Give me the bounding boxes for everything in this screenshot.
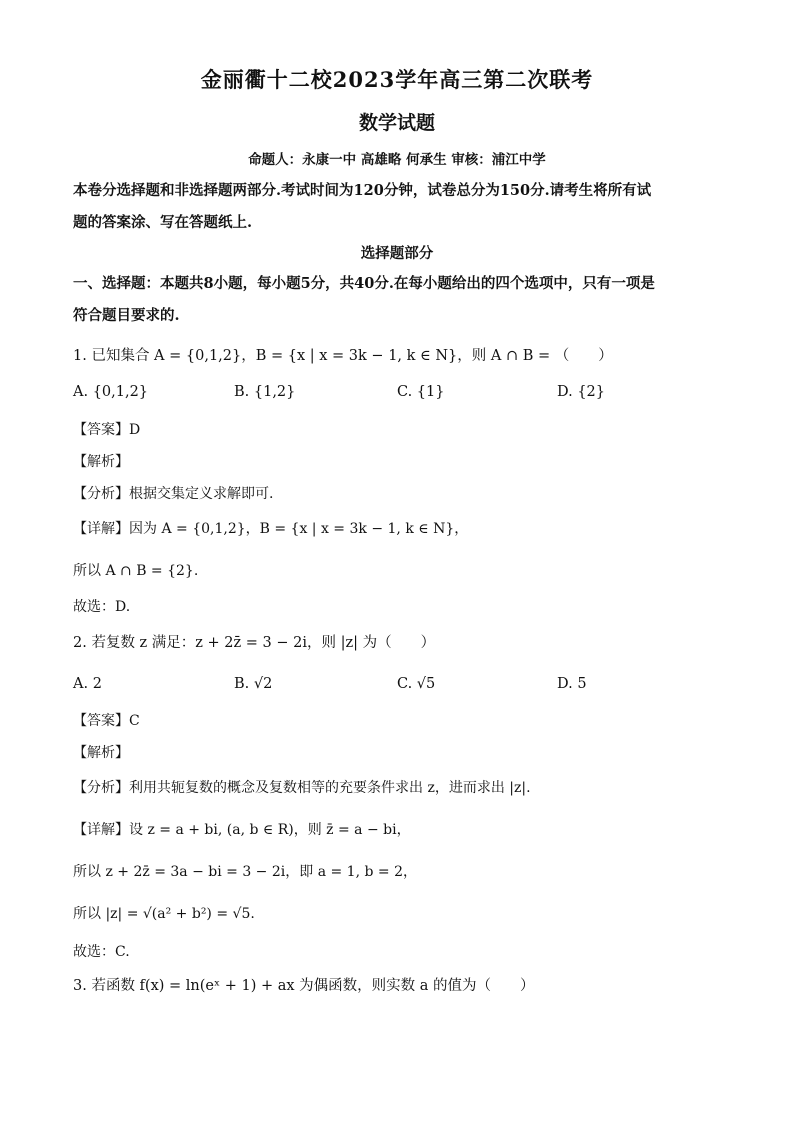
authors-line: 命题人：永康一中 高雄略 何承生 审核：浦江中学 <box>248 152 546 168</box>
q2-answer: 【答案】C <box>73 713 140 729</box>
q1-xiangjie: 【详解】因为 A = {0,1,2}，B = {x | x = 3k − 1, k ∈ N}， <box>73 521 469 537</box>
q2-stem: 2. 若复数 z 满足：z + 2z̄ = 3 − 2i，则 |z| 为（ ） <box>73 635 436 651</box>
intro-line-2: 题的答案涂、写在答题纸上. <box>73 214 253 231</box>
section-title: 选择题部分 <box>360 245 434 262</box>
q1-option-d: D. {2} <box>557 384 606 400</box>
q1-fenxi: 【分析】根据交集定义求解即可. <box>73 486 274 502</box>
section-desc-2: 符合题目要求的. <box>73 307 180 324</box>
q2-option-c: C. √5 <box>397 676 436 692</box>
q1-answer: 【答案】D <box>73 422 141 438</box>
section-desc-1: 一、选择题：本题共8小题，每小题5分，共40分.在每小题给出的四个选项中，只有一项是 <box>73 275 655 292</box>
q3-stem: 3. 若函数 f(x) = ln(eˣ + 1) + ax 为偶函数，则实数 a 的值为（ ） <box>73 978 535 994</box>
q1-option-c: C. {1} <box>397 384 445 400</box>
q2-fenxi: 【分析】利用共轭复数的概念及复数相等的充要条件求出 z，进而求出 |z|. <box>73 780 531 796</box>
q2-choice: 故选：C. <box>73 944 130 960</box>
q1-result: 所以 A ∩ B = {2}. <box>73 563 199 579</box>
q2-step2: 所以 z + 2z̄ = 3a − bi = 3 − 2i，即 a = 1, b = 2， <box>73 864 417 880</box>
q1-option-a: A. {0,1,2} <box>73 384 149 400</box>
q1-stem: 1. 已知集合 A = {0,1,2}，B = {x | x = 3k − 1, k ∈ N}，则 A ∩ B = （ ） <box>73 348 613 364</box>
q2-xiangjie: 【详解】设 z = a + bi, (a, b ∈ R)，则 z̄ = a − bi， <box>73 822 411 838</box>
q1-choice: 故选：D. <box>73 599 131 615</box>
page-subtitle: 数学试题 <box>358 112 435 134</box>
q2-jiexi: 【解析】 <box>73 745 129 761</box>
q2-option-d: D. 5 <box>557 676 587 692</box>
q2-option-a: A. 2 <box>73 676 102 692</box>
q1-option-b: B. {1,2} <box>234 384 296 400</box>
q2-step3: 所以 |z| = √(a² + b²) = √5. <box>73 906 255 922</box>
q1-jiexi: 【解析】 <box>73 454 129 470</box>
q2-option-b: B. √2 <box>234 676 273 692</box>
intro-line-1: 本卷分选择题和非选择题两部分.考试时间为120分钟，试卷总分为150分.请考生将所有试 <box>73 182 652 199</box>
page-title: 金丽衢十二校2023学年高三第二次联考 <box>200 67 594 92</box>
